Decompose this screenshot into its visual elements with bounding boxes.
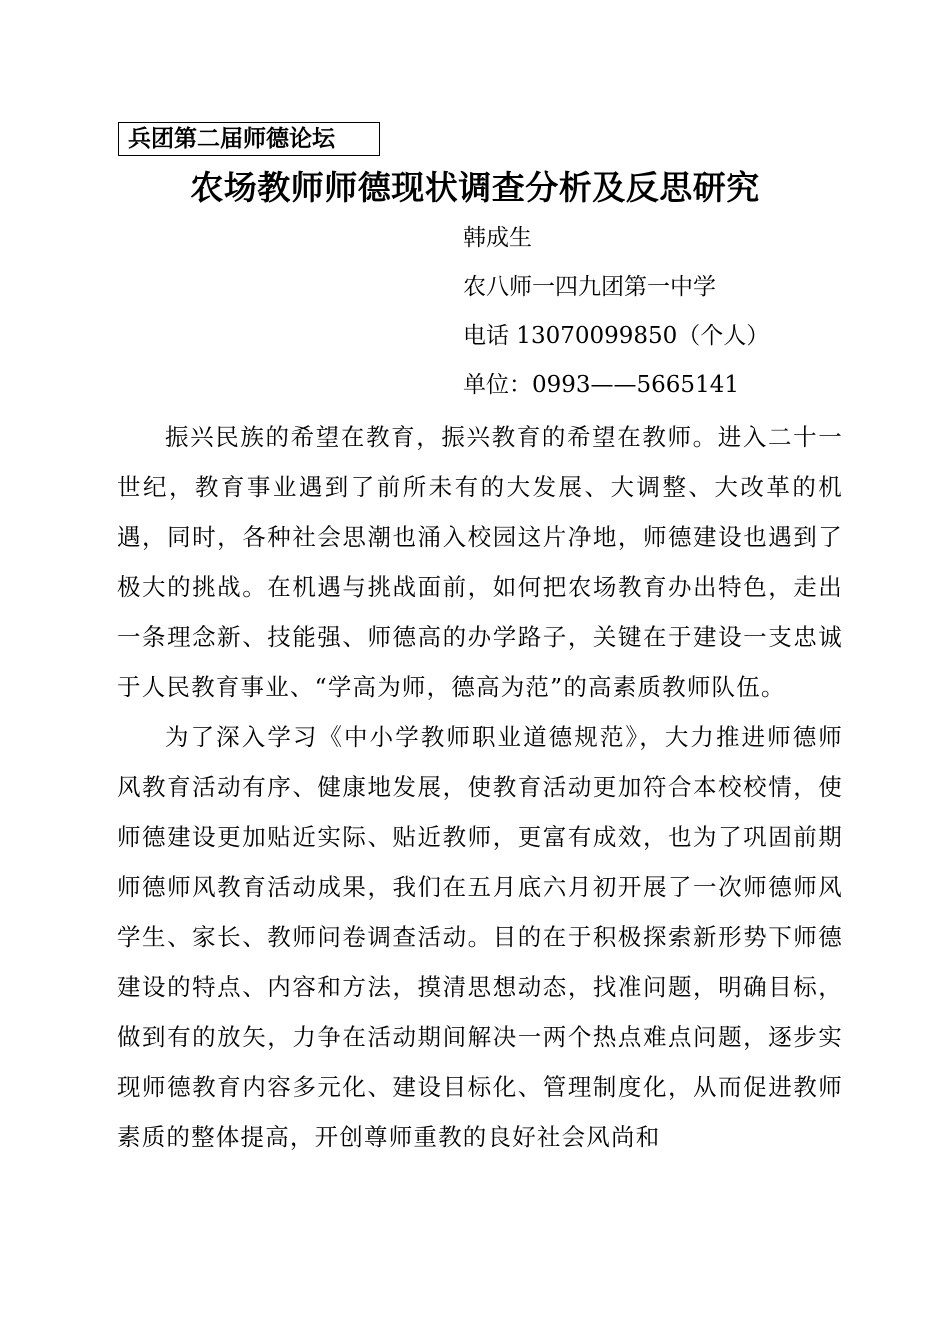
author-unit: 单位：0993——5665141 [463,372,739,398]
author-phone: 电话 13070099850（个人） [463,323,770,349]
document-title: 农场教师师德现状调查分析及反思研究 [190,169,760,206]
paragraph: 为了深入学习《中小学教师职业道德规范》，大力推进师德师风教育活动有序、健康地发展，使教育活动更加符合本校校情，使师德建设更加贴近实际、贴近教师，更富有成效，也为了巩固前期师德师风教育活动成果，我们在五月底六月初开展了一次师德师风学生、家长、教师问卷调查活动。目的在于积极探索新形势下师德建设的特点、内容和方法，摸清思想动态，找准问题，明确目标，做到有的放矢，力争在活动期间解决一两个热点难点问题，逐步实现师德教育内容多元化、建设目标化、管理制度化，从而促进教师素质的整体提高，开创尊师重教的良好社会风尚和 [117,723,843,1151]
author-block [463,214,769,410]
paragraph: 振兴民族的希望在教育，振兴教育的希望在教师。进入二十一世纪，教育事业遇到了前所未有的大发展、大调整、大改革的机遇，同时，各种社会思潮也涌入校园这片净地，师德建设也遇到了极大的挑战。在机遇与挑战面前，如何把农场教育办出特色，走出一条理念新、技能强、师德高的办学路子，关键在于建设一支忠诚于人民教育事业、“学高为师，德高为范”的高素质教师队伍。 [117,423,843,701]
body-text [117,412,843,1162]
author-organization: 农八师一四九团第一中学 [463,274,716,300]
author-name: 韩成生 [463,225,532,251]
forum-label: 兵团第二届师德论坛 [118,122,380,156]
